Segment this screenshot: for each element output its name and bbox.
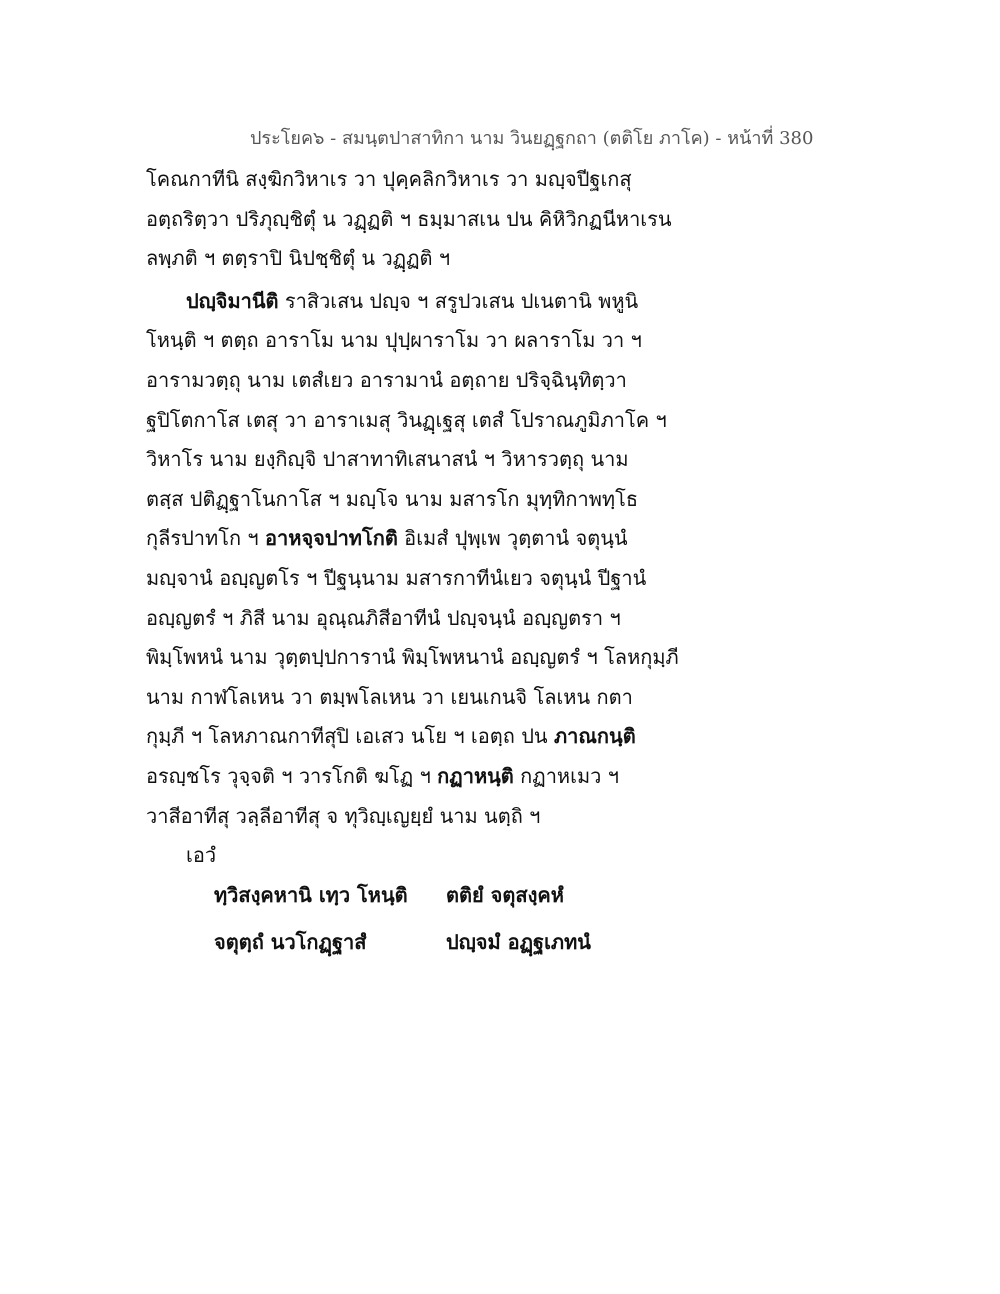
running-header: ประโยค๖ - สมนฺตปาสาทิกา นาม วินยฏฺฐกถา (ตติโย ภาโค) - หน้าที่ 380 [250,128,814,149]
bold-term: กฏาหนฺติ [437,763,514,788]
text-span: กฏาหเมว ฯ [513,763,619,788]
verse-row [214,919,814,966]
text-line [146,836,846,876]
text-line [146,519,846,559]
verse-block [214,872,814,966]
text-span: อตฺถริตฺวา ปริภุญฺชิตุํ น วฏฺฏติ ฯ ธมฺมาสเน ปน คิหิวิกฏนีหาเรน [146,206,672,231]
text-line [146,321,846,361]
text-span: กุลีรปาทโก ฯ [146,526,266,551]
text-line [146,717,846,757]
bold-term: อาหจฺจปาทโกติ [265,526,398,551]
verse-line-b: ตติยํ จตุสงฺคหํ [446,883,564,907]
text-span: โหนฺติ ฯ ตตฺถ อาราโม นาม ปุปฺผาราโม วา ผลาราโม วา ฯ [146,328,642,353]
text-span: วิหาโร นาม ยงฺกิญฺจิ ปาสาทาทิเสนาสนํ ฯ วิหารวตฺถุ นาม [146,447,629,472]
text-span: วาสีอาทีสุ วลฺลีอาทีสุ จ ทุวิญฺเญยฺยํ นาม นตฺถิ ฯ [146,803,541,828]
text-span: เอวํ [186,843,217,868]
text-span: ราสิวเสน ปญฺจ ฯ สรูปวเสน ปเนตานิ พหูนิ [278,288,639,313]
text-line [146,757,846,797]
bold-term: ภาณกนฺติ [553,724,636,749]
text-line [146,401,846,441]
text-line [146,559,846,599]
text-span: อารามวตฺถุ นาม เตสํเยว อารามานํ อตฺถาย ปริจฺฉินฺทิตฺวา [146,367,627,392]
text-line [146,282,846,322]
text-span: ลพฺภติ ฯ ตตฺราปิ นิปชฺชิตุํ น วฏฺฏติ ฯ [146,246,451,271]
verse-line-a: ทฺวิสงฺคหานิ เทฺว โหนฺติ [214,883,408,907]
text-span: มญฺจานํ อญฺญตโร ฯ ปีฐนฺนาม มสารกาทีนํเยว จตุนฺนํ ปีฐานํ [146,565,647,590]
text-line [146,160,846,200]
text-span: โคณกาทีนิ สงฺฆิกวิหาเร วา ปุคฺคลิกวิหาเร วา มญฺจปีฐเกสุ [146,167,632,191]
text-span: อิเมสํ ปุพฺเพ วุตฺตานํ จตุนฺนํ [397,526,628,551]
text-line [146,200,846,240]
verse-row [214,872,814,919]
text-span: ตสฺส ปติฏฺฐาโนกาโส ฯ มญฺโจ นาม มสารโก มุทฺทิกาพทฺโธ [146,486,639,511]
verse-line-a: จตุตฺถํ นวโกฏฺฐาสํ [214,930,367,954]
text-span: พิมฺโพหนํ นาม วุตฺตปฺปการานํ พิมฺโพหนานํ อญฺญตรํ ฯ โลหกุมฺภี [146,645,679,670]
text-span: กุมฺภี ฯ โลหภาณกาทีสุปิ เอเสว นโย ฯ เอตฺถ ปน [146,724,554,749]
text-line [146,361,846,401]
text-line [146,797,846,837]
text-span: อญฺญตรํ ฯ ภิสี นาม อุณฺณภิสีอาทีนํ ปญฺจนฺนํ อญฺญตรา ฯ [146,605,621,630]
text-span: นาม กาฬโลเหน วา ตมฺพโลเหน วา เยนเกนจิ โลเหน กตา [146,684,633,709]
text-line [146,678,846,718]
body-text [146,160,846,876]
verse-line-b: ปญฺจมํ อฏฺฐเภทนํ [446,930,591,954]
bold-term: ปญฺจิมานีติ [186,288,279,313]
text-line [146,638,846,678]
text-line [146,599,846,639]
text-line [146,480,846,520]
text-span: อรญฺชโร วุจฺจติ ฯ วารโกติ ฆโฏ ฯ [146,763,438,788]
text-line [146,440,846,480]
text-span: ฐปิโตกาโส เตสุ วา อาราเมสุ วินฏฺเฐสุ เตสํ โปราณภูมิภาโค ฯ [146,407,667,432]
text-line [146,239,846,279]
